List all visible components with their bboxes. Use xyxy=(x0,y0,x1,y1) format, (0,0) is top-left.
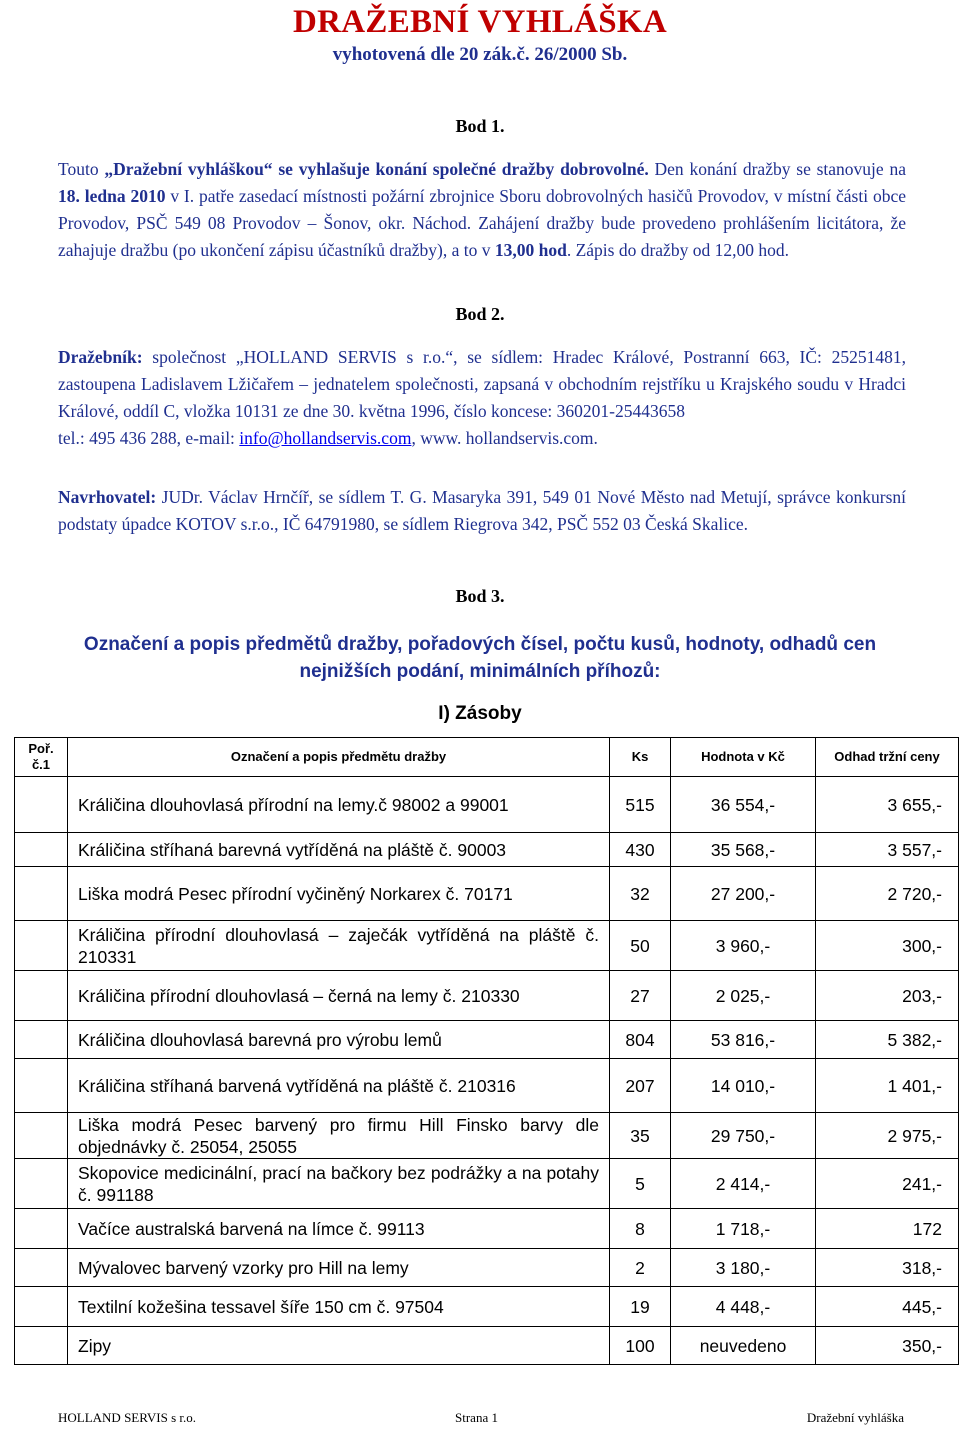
row-desc: Králičina přírodní dlouhovlasá – černá na lemy č. 210330 xyxy=(68,971,610,1021)
row-desc: Liška modrá Pesec barvený pro firmu Hill Finsko barvy dle objednávky č. 25054, 25055 xyxy=(68,1113,610,1159)
footer-page-number: Strana 1 xyxy=(455,1410,498,1425)
row-odhad: 2 720,- xyxy=(816,867,959,921)
table-row xyxy=(15,1287,959,1327)
row-por xyxy=(15,1327,68,1365)
navrhovatel-name: JUDr. Václav Hrnčíř xyxy=(156,487,309,507)
bod1-date: 18. ledna 2010 xyxy=(58,186,166,206)
document-subtitle: vyhotovená dle 20 zák.č. 26/2000 Sb. xyxy=(332,44,628,65)
row-desc: Vačíce australská barvená na límce č. 99113 xyxy=(68,1209,610,1249)
header-hodnota: Hodnota v Kč xyxy=(671,738,816,777)
row-odhad: 5 382,- xyxy=(816,1021,959,1059)
footer-company: HOLLAND SERVIS s r.o. xyxy=(58,1410,196,1425)
row-desc: Liška modrá Pesec přírodní vyčiněný Norkarex č. 70171 xyxy=(68,867,610,921)
items-table xyxy=(14,737,959,1365)
bod3-heading: Bod 3. xyxy=(455,586,505,606)
contact-tel: tel.: 495 436 288, e-mail: xyxy=(58,428,240,448)
row-desc: Králičina přírodní dlouhovlasá – zaječák vytříděná na pláště č. 210331 xyxy=(68,921,610,971)
auctioneer-company: společnost „HOLLAND SERVIS s r.o.“ xyxy=(142,347,454,367)
row-desc: Mývalovec barvený vzorky pro Hill na lemy xyxy=(68,1249,610,1287)
page-footer xyxy=(0,1410,960,1429)
row-hodnota: 4 448,- xyxy=(671,1287,816,1327)
row-ks: 207 xyxy=(610,1059,671,1113)
bod1-heading: Bod 1. xyxy=(455,116,505,136)
row-ks: 8 xyxy=(610,1209,671,1249)
row-por xyxy=(15,1159,68,1209)
navrhovatel-details: , se sídlem T. G. Masaryka 391, 549 01 Nové Město nad Metují, správce konkursní podstaty úpadce KOTOV s.r.o., IČ 64791980, se sídlem Riegrova 342, PSČ 552 03 Česká Skalice. xyxy=(58,487,907,534)
header-odhad: Odhad tržní ceny xyxy=(816,738,959,777)
row-por xyxy=(15,1113,68,1159)
bod1-time: 13,00 hod xyxy=(494,240,567,260)
row-hodnota: 36 554,- xyxy=(671,777,816,833)
row-hodnota: 29 750,- xyxy=(671,1113,816,1159)
bod1-paragraph xyxy=(58,156,906,264)
row-odhad: 445,- xyxy=(816,1287,959,1327)
contact-web: , www. hollandservis.com. xyxy=(411,428,598,448)
row-hodnota: 53 816,- xyxy=(671,1021,816,1059)
bod3-title: Označení a popis předmětů dražby, pořadových čísel, počtu kusů, hodnoty, odhadů cen nejnižších podání, minimálních příhozů: xyxy=(83,634,877,682)
row-ks: 2 xyxy=(610,1249,671,1287)
row-desc: Králičina dlouhovlasá barevná pro výrobu lemů xyxy=(68,1021,610,1059)
row-por xyxy=(15,1209,68,1249)
row-odhad: 172 xyxy=(816,1209,959,1249)
row-hodnota: 3 180,- xyxy=(671,1249,816,1287)
row-odhad: 3 557,- xyxy=(816,833,959,867)
row-por xyxy=(15,867,68,921)
document-title: DRAŽEBNÍ VYHLÁŠKA xyxy=(293,4,667,40)
row-ks: 804 xyxy=(610,1021,671,1059)
auctioneer-label: Dražebník: xyxy=(58,347,143,367)
header-por: Poř. č.1 xyxy=(15,738,68,777)
row-ks: 19 xyxy=(610,1287,671,1327)
row-por xyxy=(15,921,68,971)
row-odhad: 241,- xyxy=(816,1159,959,1209)
table-row xyxy=(15,833,959,867)
bod2-heading: Bod 2. xyxy=(455,304,505,324)
row-odhad: 3 655,- xyxy=(816,777,959,833)
email-link[interactable]: info@hollandservis.com xyxy=(239,428,412,448)
row-por xyxy=(15,777,68,833)
row-por xyxy=(15,971,68,1021)
row-hodnota: 1 718,- xyxy=(671,1209,816,1249)
table-row xyxy=(15,1327,959,1365)
row-odhad: 2 975,- xyxy=(816,1113,959,1159)
table-header-row xyxy=(15,738,959,777)
row-ks: 5 xyxy=(610,1159,671,1209)
table-row xyxy=(15,971,959,1021)
navrhovatel-label: Navrhovatel: xyxy=(58,487,157,507)
row-por xyxy=(15,1021,68,1059)
footer-doc-name: Dražební vyhláška xyxy=(806,1410,904,1425)
row-hodnota: 27 200,- xyxy=(671,867,816,921)
row-desc: Králičina stříhaná barevná vytříděná na pláště č. 90003 xyxy=(68,833,610,867)
row-ks: 100 xyxy=(610,1327,671,1365)
header-ks: Ks xyxy=(610,738,671,777)
bod1-text-a: Touto xyxy=(58,159,105,179)
table-row xyxy=(15,777,959,833)
section-zasoby: I) Zásoby xyxy=(438,703,522,724)
row-ks: 50 xyxy=(610,921,671,971)
bod1-text-c: Den konání dražby se stanovuje na xyxy=(648,159,906,179)
row-hodnota: 3 960,- xyxy=(671,921,816,971)
bod1-text-e: v I. patře zasedací místnosti požární zbrojnice Sboru dobrovolných hasičů Provodov, v místní části obce Provodov, PSČ 549 08 Provodov – Šonov, okr. Náchod. Zahájení dražby bude provedeno prohlášením licitátora, že zahajuje dražbu (po ukončení zápisu účastníků dražby), a to v xyxy=(58,186,906,260)
row-ks: 27 xyxy=(610,971,671,1021)
row-odhad: 300,- xyxy=(816,921,959,971)
row-odhad: 1 401,- xyxy=(816,1059,959,1113)
bod1-text-b: „Dražební vyhláškou“ se vyhlašuje konání společné dražby dobrovolné. xyxy=(104,159,649,179)
table-row xyxy=(15,867,959,921)
bod2-paragraph xyxy=(58,344,906,452)
row-desc: Textilní kožešina tessavel šíře 150 cm č. 97504 xyxy=(68,1287,610,1327)
row-desc: Králičina dlouhovlasá přírodní na lemy.č 98002 a 99001 xyxy=(68,777,610,833)
row-hodnota: 14 010,- xyxy=(671,1059,816,1113)
row-por xyxy=(15,833,68,867)
row-hodnota: neuvedeno xyxy=(671,1327,816,1365)
row-ks: 430 xyxy=(610,833,671,867)
table-row xyxy=(15,921,959,971)
auctioneer-details: , se sídlem: Hradec Králové, Postranní 663, IČ: 25251481, zastoupena Ladislavem Lžičařem – jednatelem společnosti, zapsaná v obchodním rejstříku u Krajského soudu v Hradci Králové, oddíl C, vložka 10131 ze dne 30. května 1996, číslo koncese: 360201-25443658 xyxy=(58,347,906,421)
row-por xyxy=(15,1287,68,1327)
navrhovatel-paragraph xyxy=(58,484,906,538)
row-desc: Zipy xyxy=(68,1327,610,1365)
table-row xyxy=(15,1159,959,1209)
row-odhad: 318,- xyxy=(816,1249,959,1287)
table-row xyxy=(15,1021,959,1059)
table-row xyxy=(15,1113,959,1159)
row-desc: Králičina stříhaná barvená vytříděná na pláště č. 210316 xyxy=(68,1059,610,1113)
row-ks: 32 xyxy=(610,867,671,921)
row-desc: Skopovice medicinální, prací na bačkory bez podrážky a na potahy č. 991188 xyxy=(68,1159,610,1209)
row-por xyxy=(15,1059,68,1113)
row-odhad: 203,- xyxy=(816,971,959,1021)
table-row xyxy=(15,1249,959,1287)
row-hodnota: 35 568,- xyxy=(671,833,816,867)
table-row xyxy=(15,1059,959,1113)
row-odhad: 350,- xyxy=(816,1327,959,1365)
row-hodnota: 2 414,- xyxy=(671,1159,816,1209)
bod1-text-g: . Zápis do dražby od 12,00 hod. xyxy=(566,240,789,260)
header-desc: Označení a popis předmětu dražby xyxy=(68,738,610,777)
row-hodnota: 2 025,- xyxy=(671,971,816,1021)
table-row xyxy=(15,1209,959,1249)
row-ks: 35 xyxy=(610,1113,671,1159)
row-ks: 515 xyxy=(610,777,671,833)
row-por xyxy=(15,1249,68,1287)
